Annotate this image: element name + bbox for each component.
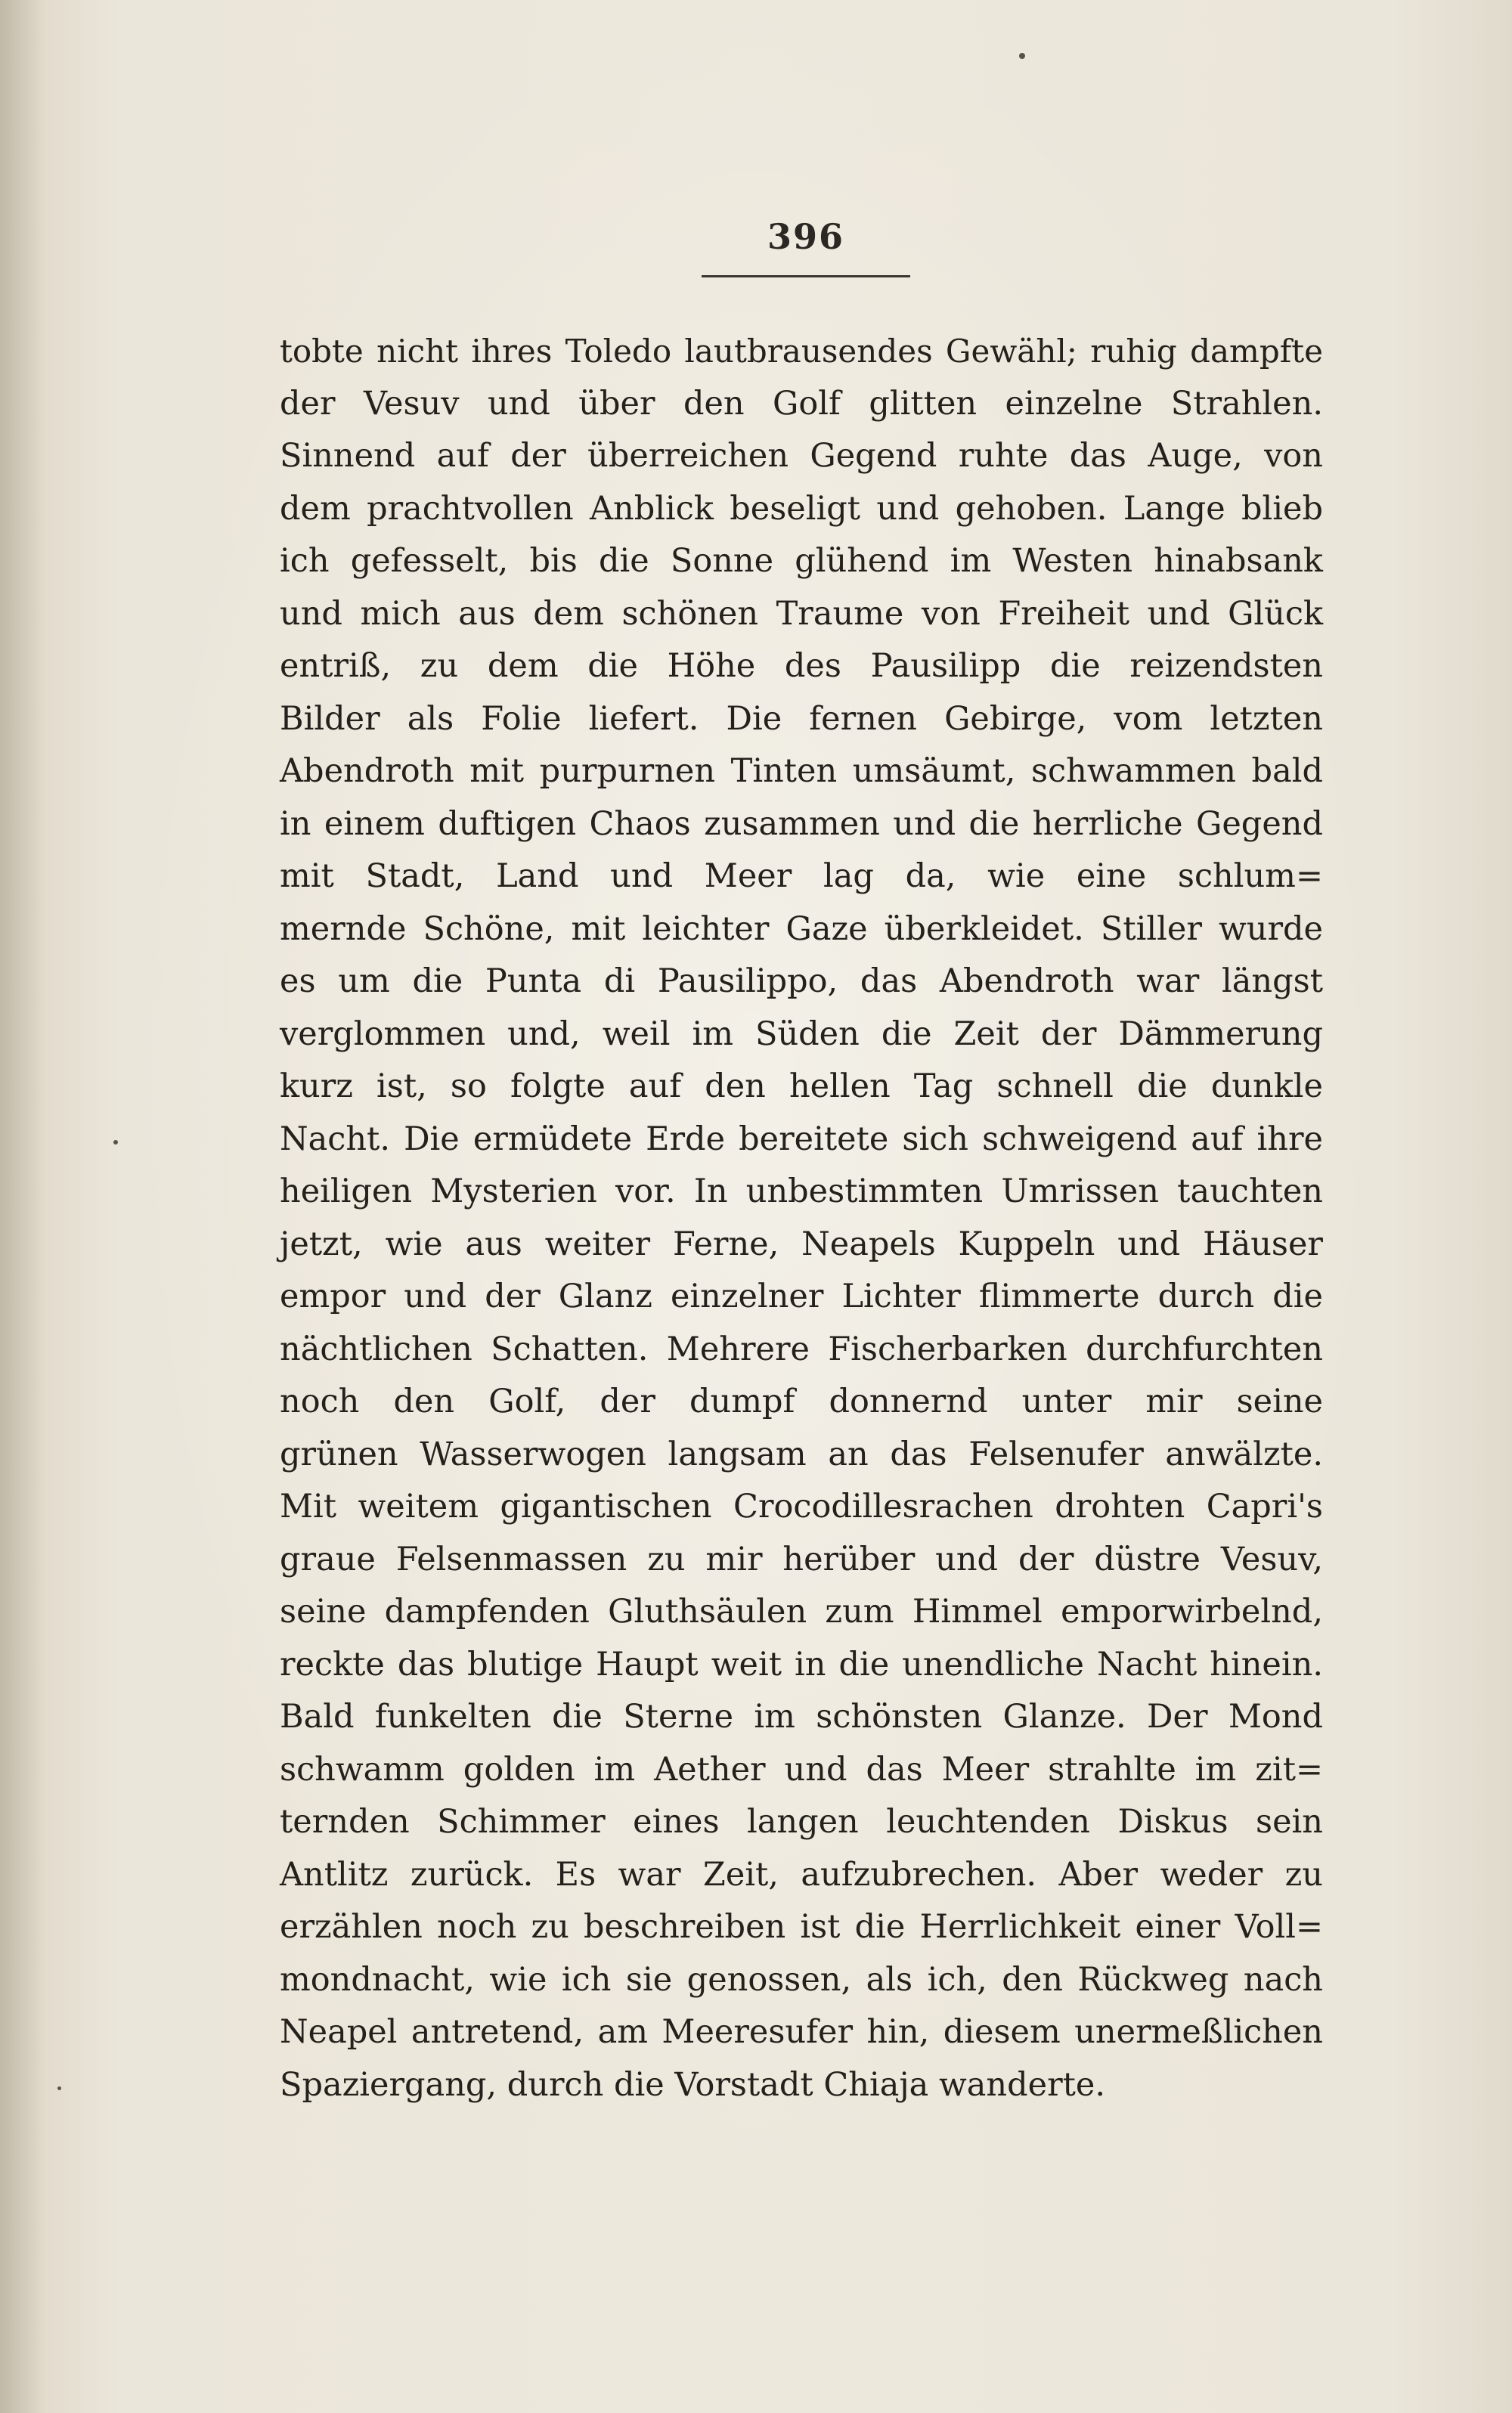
text-line: schwamm golden im Aether und das Meer strahlte im zit= bbox=[280, 1750, 1323, 1789]
text-line: nächtlichen Schatten. Mehrere Fischerbarken durchfurchten bbox=[280, 1330, 1323, 1368]
text-line: der Vesuv und über den Golf glitten einzelne Strahlen. bbox=[280, 384, 1323, 423]
text-line: Spaziergang, durch die Vorstadt Chiaja wanderte. bbox=[280, 2065, 1106, 2104]
body-text bbox=[280, 325, 1323, 2111]
text-line: mondnacht, wie ich sie genossen, als ich, den Rückweg nach bbox=[280, 1960, 1323, 1999]
text-line: Abendroth mit purpurnen Tinten umsäumt, schwammen bald bbox=[280, 752, 1323, 790]
text-line: grünen Wasserwogen langsam an das Felsenufer anwälzte. bbox=[280, 1435, 1323, 1473]
text-line: ich gefesselt, bis die Sonne glühend im Westen hinabsank bbox=[280, 542, 1323, 580]
text-line: Mit weitem gigantischen Crocodillesrachen drohten Capri's bbox=[280, 1488, 1323, 1526]
text-line: Sinnend auf der überreichen Gegend ruhte das Auge, von bbox=[280, 437, 1323, 475]
text-line: empor und der Glanz einzelner Lichter flimmerte durch die bbox=[280, 1278, 1323, 1315]
text-line: mit Stadt, Land und Meer lag da, wie eine schlum= bbox=[280, 857, 1323, 895]
paper-speck bbox=[1019, 53, 1025, 59]
text-line: kurz ist, so folgte auf den hellen Tag schnell die dunkle bbox=[280, 1067, 1323, 1105]
gutter-shadow bbox=[0, 0, 45, 2413]
header-rule bbox=[702, 275, 910, 277]
text-line: in einem duftigen Chaos zusammen und die herrliche Gegend bbox=[280, 804, 1323, 843]
text-line: Antlitz zurück. Es war Zeit, aufzubrechen. Aber weder zu bbox=[280, 1855, 1323, 1894]
page-number: 396 bbox=[767, 216, 845, 257]
text-line: mernde Schöne, mit leichter Gaze überkleidet. Stiller wurde bbox=[280, 909, 1323, 948]
text-line: heiligen Mysterien vor. In unbestimmten Umrissen tauchten bbox=[280, 1172, 1323, 1210]
text-line: graue Felsenmassen zu mir herüber und der düstre Vesuv, bbox=[280, 1540, 1323, 1578]
text-line: Bilder als Folie liefert. Die fernen Gebirge, vom letzten bbox=[280, 699, 1323, 738]
text-line: ternden Schimmer eines langen leuchtenden Diskus sein bbox=[280, 1803, 1323, 1841]
text-line: reckte das blutige Haupt weit in die unendliche Nacht hinein. bbox=[280, 1645, 1323, 1684]
text-line: seine dampfenden Gluthsäulen zum Himmel emporwirbelnd, bbox=[280, 1593, 1323, 1631]
text-line: dem prachtvollen Anblick beseligt und gehoben. Lange blieb bbox=[280, 489, 1323, 528]
text-line: verglommen und, weil im Süden die Zeit der Dämmerung bbox=[280, 1014, 1323, 1053]
text-line: jetzt, wie aus weiter Ferne, Neapels Kuppeln und Häuser bbox=[280, 1225, 1323, 1263]
text-line: noch den Golf, der dumpf donnernd unter mir seine bbox=[280, 1383, 1323, 1420]
text-line: entriß, zu dem die Höhe des Pausilipp die reizendsten bbox=[280, 647, 1323, 685]
paper-speck bbox=[57, 2086, 61, 2090]
text-line: Nacht. Die ermüdete Erde bereitete sich schweigend auf ihre bbox=[280, 1120, 1323, 1158]
text-line: es um die Punta di Pausilippo, das Abendroth war längst bbox=[280, 962, 1323, 1000]
text-line: tobte nicht ihres Toledo lautbrausendes Gewähl; ruhig dampfte bbox=[280, 333, 1323, 370]
paper-speck bbox=[113, 1140, 118, 1145]
text-line: Neapel antretend, am Meeresufer hin, diesem unermeßlichen bbox=[280, 2013, 1323, 2051]
text-line: erzählen noch zu beschreiben ist die Herrlichkeit einer Voll= bbox=[280, 1908, 1323, 1946]
text-line: Bald funkelten die Sterne im schönsten Glanze. Der Mond bbox=[280, 1698, 1323, 1736]
text-line: und mich aus dem schönen Traume von Freiheit und Glück bbox=[280, 594, 1323, 633]
